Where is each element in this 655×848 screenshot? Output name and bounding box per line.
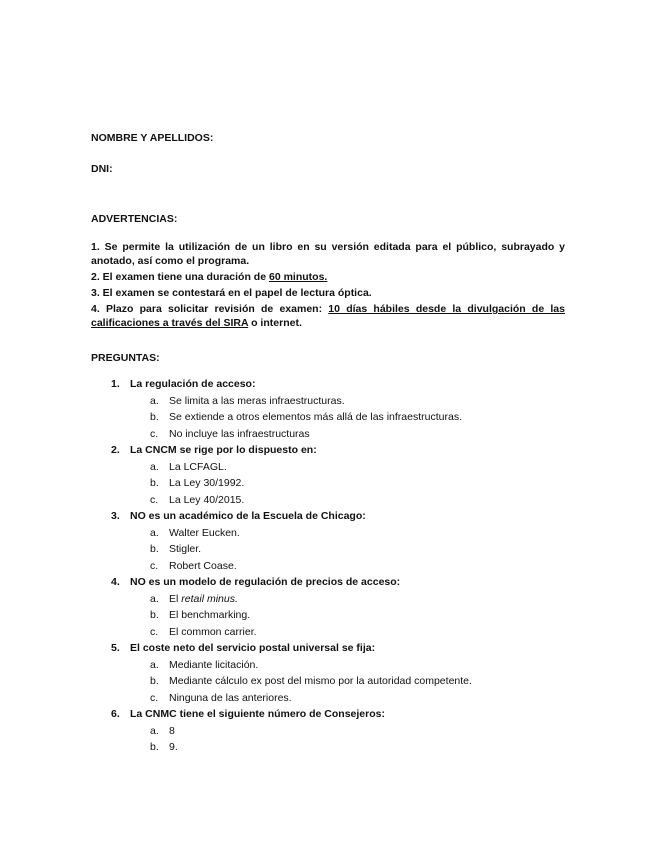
question-text: El coste neto del servicio postal universal se fija: <box>130 642 376 654</box>
question-text: NO es un modelo de regulación de precios de acceso: <box>130 576 401 588</box>
option-b: b. Se extiende a otros elementos más allá de las infraestructuras. <box>150 411 462 423</box>
question-number: 5. <box>111 642 120 654</box>
option-c: c. El common carrier. <box>150 625 257 638</box>
question-6 <box>91 707 571 757</box>
option-a: a. 8 <box>150 724 175 737</box>
question-4 <box>91 575 571 641</box>
option-c: c. La Ley 40/2015. <box>150 493 245 506</box>
option-a: a. El retail minus. <box>150 592 238 605</box>
question-3 <box>91 509 571 575</box>
question-number: 6. <box>111 708 120 720</box>
question-text: La CNMC tiene el siguiente número de Consejeros: <box>130 708 385 720</box>
warnings-title: ADVERTENCIAS: <box>91 213 178 225</box>
option-a: a. Se limita a las meras infraestructuras. <box>150 394 345 407</box>
question-5 <box>91 641 571 707</box>
dni-label: DNI: <box>91 163 113 175</box>
option-b: b. Stigler. <box>150 543 202 555</box>
option-c: c. Ninguna de las anteriores. <box>150 691 292 704</box>
question-1 <box>91 377 571 443</box>
option-b: b. La Ley 30/1992. <box>150 477 245 489</box>
warning-item-4: 4. Plazo para solicitar revisión de examen: 10 días hábiles desde la divulgación de las calificaciones a través del SIRA o internet. <box>91 303 565 329</box>
question-number: 3. <box>111 510 120 522</box>
question-number: 4. <box>111 576 120 588</box>
question-number: 2. <box>111 444 120 456</box>
option-a: a. La LCFAGL. <box>150 460 227 473</box>
questions-title: PREGUNTAS: <box>91 352 160 364</box>
option-a: a. Mediante licitación. <box>150 658 259 671</box>
warning-item-1: 1. Se permite la utilización de un libro en su versión editada para el público, subrayado y anotado, así como el programa. <box>91 241 565 267</box>
questions-list <box>91 377 571 757</box>
option-b: b. Mediante cálculo ex post del mismo por la autoridad competente. <box>150 675 472 687</box>
name-label: NOMBRE Y APELLIDOS: <box>91 132 214 144</box>
option-b: b. El benchmarking. <box>150 609 251 621</box>
question-text: La regulación de acceso: <box>130 378 256 390</box>
option-c: c. No incluye las infraestructuras <box>150 427 310 440</box>
option-a: a. Walter Eucken. <box>150 526 240 539</box>
option-c: c. Robert Coase. <box>150 559 237 572</box>
question-number: 1. <box>111 378 120 390</box>
warnings-list <box>91 240 565 332</box>
question-text: La CNCM se rige por lo dispuesto en: <box>130 444 317 456</box>
option-b: b. 9. <box>150 741 178 753</box>
warning-item-2: 2. El examen tiene una duración de 60 minutos. <box>91 271 328 283</box>
question-2 <box>91 443 571 509</box>
question-text: NO es un académico de la Escuela de Chicago: <box>130 510 366 522</box>
review-deadline-emphasis: 10 días hábiles desde la divulgación de las calificaciones a través del SIRA <box>91 303 565 329</box>
duration-emphasis: 60 minutos. <box>268 271 328 283</box>
warning-item-3: 3. El examen se contestará en el papel de lectura óptica. <box>91 287 372 299</box>
